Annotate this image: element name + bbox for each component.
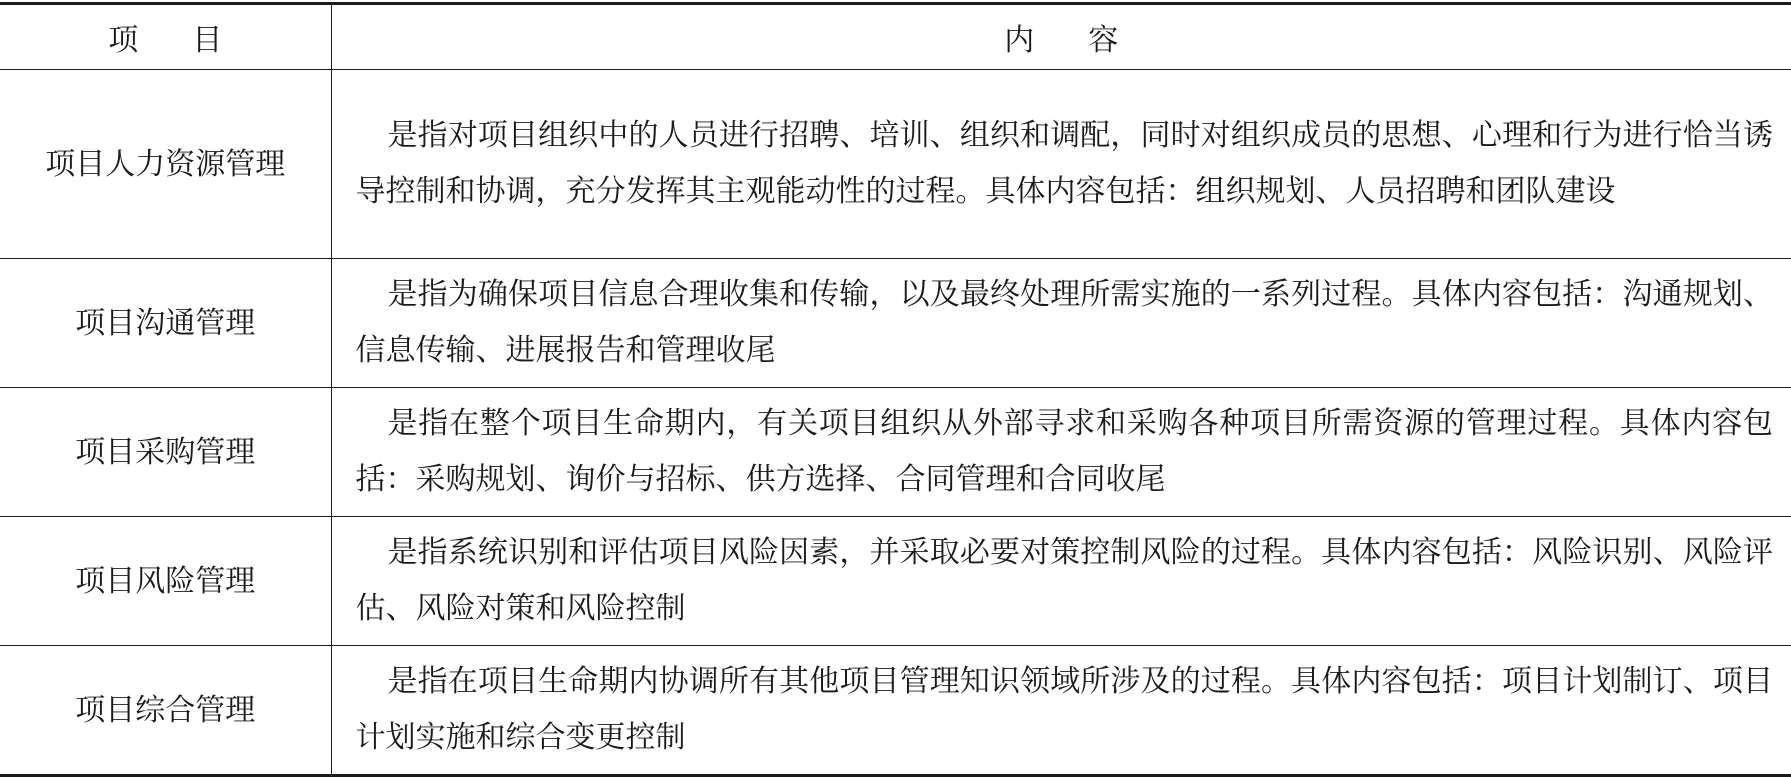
row-item-risk: 项目风险管理	[0, 517, 331, 646]
row-content-risk: 是指系统识别和评估项目风险因素，并采取必要对策控制风险的过程。具体内容包括：风险识别、风险评估、风险对策和风险控制	[331, 517, 1791, 646]
management-areas-table	[0, 2, 1791, 777]
row-content-integration: 是指在项目生命期内协调所有其他项目管理知识领域所涉及的过程。具体内容包括：项目计划制订、项目计划实施和综合变更控制	[331, 646, 1791, 776]
header-content	[331, 4, 1791, 70]
header-item-label: 项目	[108, 23, 277, 58]
row-item-integration: 项目综合管理	[0, 646, 331, 776]
row-content-procurement: 是指在整个项目生命期内，有关项目组织从外部寻求和采购各种项目所需资源的管理过程。具体内容包括：采购规划、询价与招标、供方选择、合同管理和合同收尾	[331, 388, 1791, 517]
table-row	[0, 517, 1791, 646]
row-item-communication: 项目沟通管理	[0, 259, 331, 388]
row-content-hr: 是指对项目组织中的人员进行招聘、培训、组织和调配，同时对组织成员的思想、心理和行为进行恰当诱导控制和协调，充分发挥其主观能动性的过程。具体内容包括：组织规划、人员招聘和团队建设	[331, 70, 1791, 259]
table-header-row	[0, 4, 1791, 70]
row-content-communication: 是指为确保项目信息合理收集和传输，以及最终处理所需实施的一系列过程。具体内容包括：沟通规划、信息传输、进展报告和管理收尾	[331, 259, 1791, 388]
header-item	[0, 4, 331, 70]
table-row	[0, 259, 1791, 388]
table-row	[0, 388, 1791, 517]
table-row	[0, 70, 1791, 259]
row-item-procurement: 项目采购管理	[0, 388, 331, 517]
row-item-hr: 项目人力资源管理	[0, 70, 331, 259]
header-content-label: 内容	[1004, 23, 1173, 58]
table-row	[0, 646, 1791, 776]
